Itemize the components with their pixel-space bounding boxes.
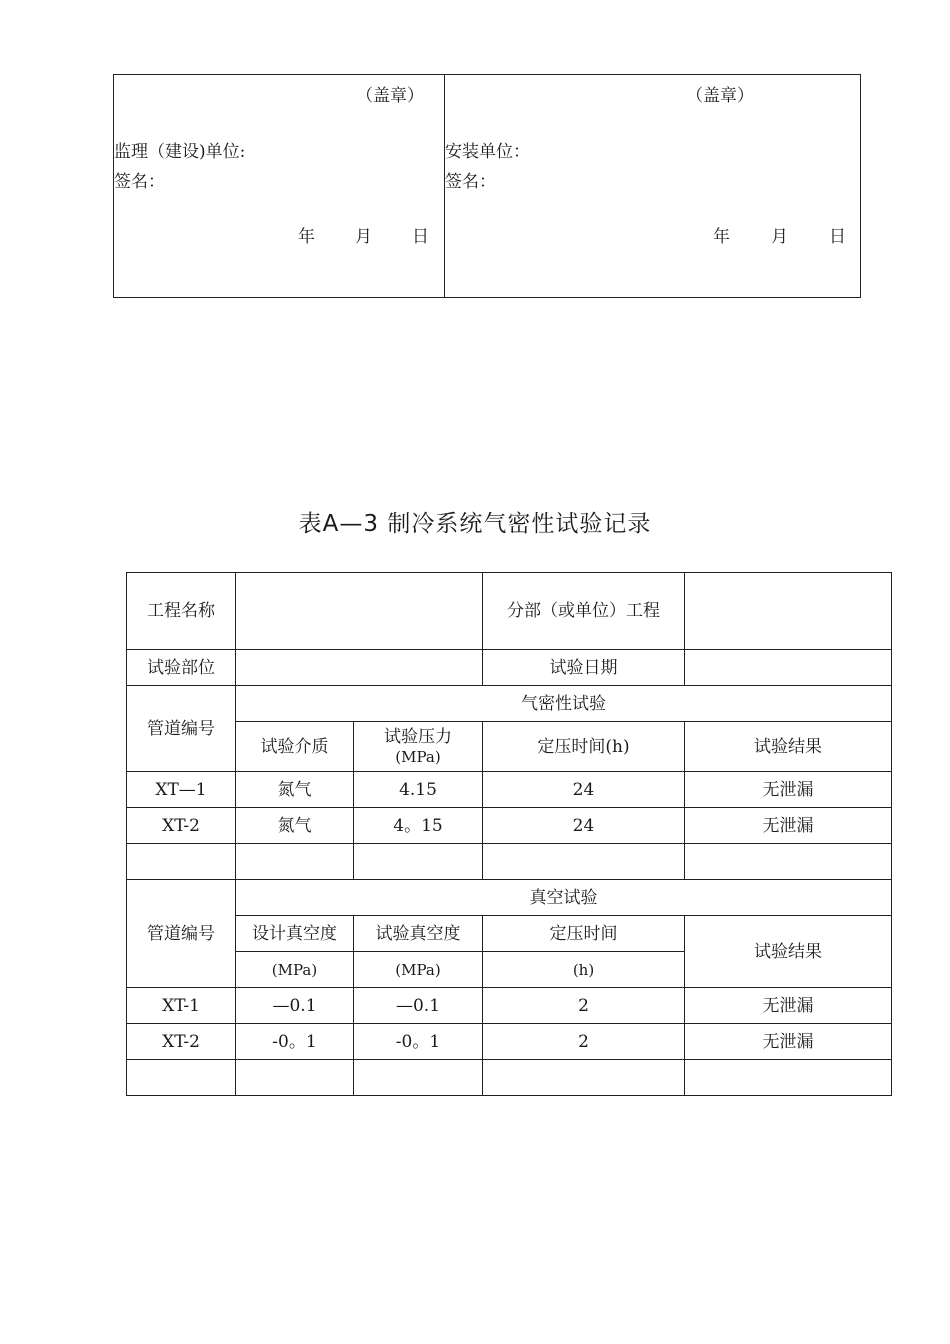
airtight-col-result: 试验结果 (685, 722, 892, 772)
airtight-col-hold-time: 定压时间(h) (483, 722, 685, 772)
vacuum-row1-time: 2 (483, 988, 685, 1024)
airtight-row2-result: 无泄漏 (685, 808, 892, 844)
right-date-month: 月 (771, 227, 788, 247)
test-part-label: 试验部位 (127, 650, 236, 686)
test-part-value[interactable] (236, 650, 483, 686)
left-stamp-label: （盖章） (356, 86, 424, 106)
vacuum-row2-design: -0。1 (236, 1024, 354, 1060)
left-date-day: 日 (412, 227, 429, 247)
table-row (127, 772, 892, 808)
airtight-row2-medium: 氮气 (236, 808, 354, 844)
vacuum-row2-pipe: XT-2 (127, 1024, 236, 1060)
table-row (127, 1060, 892, 1096)
vacuum-row3-time[interactable] (483, 1060, 685, 1096)
sub-project-value[interactable] (685, 573, 892, 650)
airtight-row3-pipe[interactable] (127, 844, 236, 880)
vacuum-unit-design: (MPa) (236, 952, 354, 988)
vacuum-pipe-no-label: 管道编号 (127, 880, 236, 988)
table-row (127, 988, 892, 1024)
airtight-row1-result: 无泄漏 (685, 772, 892, 808)
vacuum-col-result: 试验结果 (685, 916, 892, 988)
airtight-section-title: 气密性试验 (236, 686, 892, 722)
table-title: 表A—3 制冷系统气密性试验记录 (298, 511, 652, 537)
right-date-day: 日 (829, 227, 846, 247)
vacuum-row3-result[interactable] (685, 1060, 892, 1096)
vacuum-row2-test: -0。1 (354, 1024, 483, 1060)
vacuum-col-design: 设计真空度 (236, 916, 354, 952)
left-date-month: 月 (355, 227, 372, 247)
project-name-label: 工程名称 (127, 573, 236, 650)
airtight-row2-pipe: XT-2 (127, 808, 236, 844)
vacuum-col-hold-time: 定压时间 (483, 916, 685, 952)
airtight-row1-pipe: XT—1 (127, 772, 236, 808)
airtight-row3-medium[interactable] (236, 844, 354, 880)
vacuum-section-title: 真空试验 (236, 880, 892, 916)
signature-block (113, 74, 861, 298)
right-sign-label: 签名： (445, 172, 496, 192)
airtight-col-pressure-label: 试验压力 (384, 726, 452, 747)
vacuum-row1-test: —0.1 (354, 988, 483, 1024)
right-date-year: 年 (713, 227, 730, 247)
project-name-value[interactable] (236, 573, 483, 650)
table-row (127, 844, 892, 880)
vacuum-unit-test: (MPa) (354, 952, 483, 988)
airtight-row3-result[interactable] (685, 844, 892, 880)
left-unit-label: 监理（建设)单位: (114, 142, 246, 162)
left-sign-label: 签名： (114, 172, 165, 192)
airtight-row1-time: 24 (483, 772, 685, 808)
airtight-col-pressure (354, 722, 483, 772)
vacuum-row1-pipe: XT-1 (127, 988, 236, 1024)
test-date-value[interactable] (685, 650, 892, 686)
right-unit-label: 安装单位： (445, 142, 530, 162)
airtight-row2-pressure: 4。15 (354, 808, 483, 844)
vacuum-col-test: 试验真空度 (354, 916, 483, 952)
test-date-label: 试验日期 (483, 650, 685, 686)
vacuum-row1-design: —0.1 (236, 988, 354, 1024)
vacuum-unit-time: (h) (483, 952, 685, 988)
vacuum-row3-design[interactable] (236, 1060, 354, 1096)
left-date-year: 年 (298, 227, 315, 247)
airtight-row2-time: 24 (483, 808, 685, 844)
airtight-row1-medium: 氮气 (236, 772, 354, 808)
airtight-row1-pressure: 4.15 (354, 772, 483, 808)
vacuum-row2-result: 无泄漏 (685, 1024, 892, 1060)
airtight-col-pressure-unit: (MPa) (395, 747, 441, 766)
vacuum-row3-test[interactable] (354, 1060, 483, 1096)
airtight-row3-pressure[interactable] (354, 844, 483, 880)
vacuum-row3-pipe[interactable] (127, 1060, 236, 1096)
table-row (127, 1024, 892, 1060)
table-row (127, 808, 892, 844)
airtight-col-medium: 试验介质 (236, 722, 354, 772)
airtight-pipe-no-label: 管道编号 (127, 686, 236, 772)
vacuum-row1-result: 无泄漏 (685, 988, 892, 1024)
airtightness-test-table (126, 572, 892, 1096)
sub-project-label: 分部（或单位）工程 (483, 573, 685, 650)
right-stamp-label: （盖章） (686, 86, 754, 106)
airtight-row3-time[interactable] (483, 844, 685, 880)
vacuum-row2-time: 2 (483, 1024, 685, 1060)
